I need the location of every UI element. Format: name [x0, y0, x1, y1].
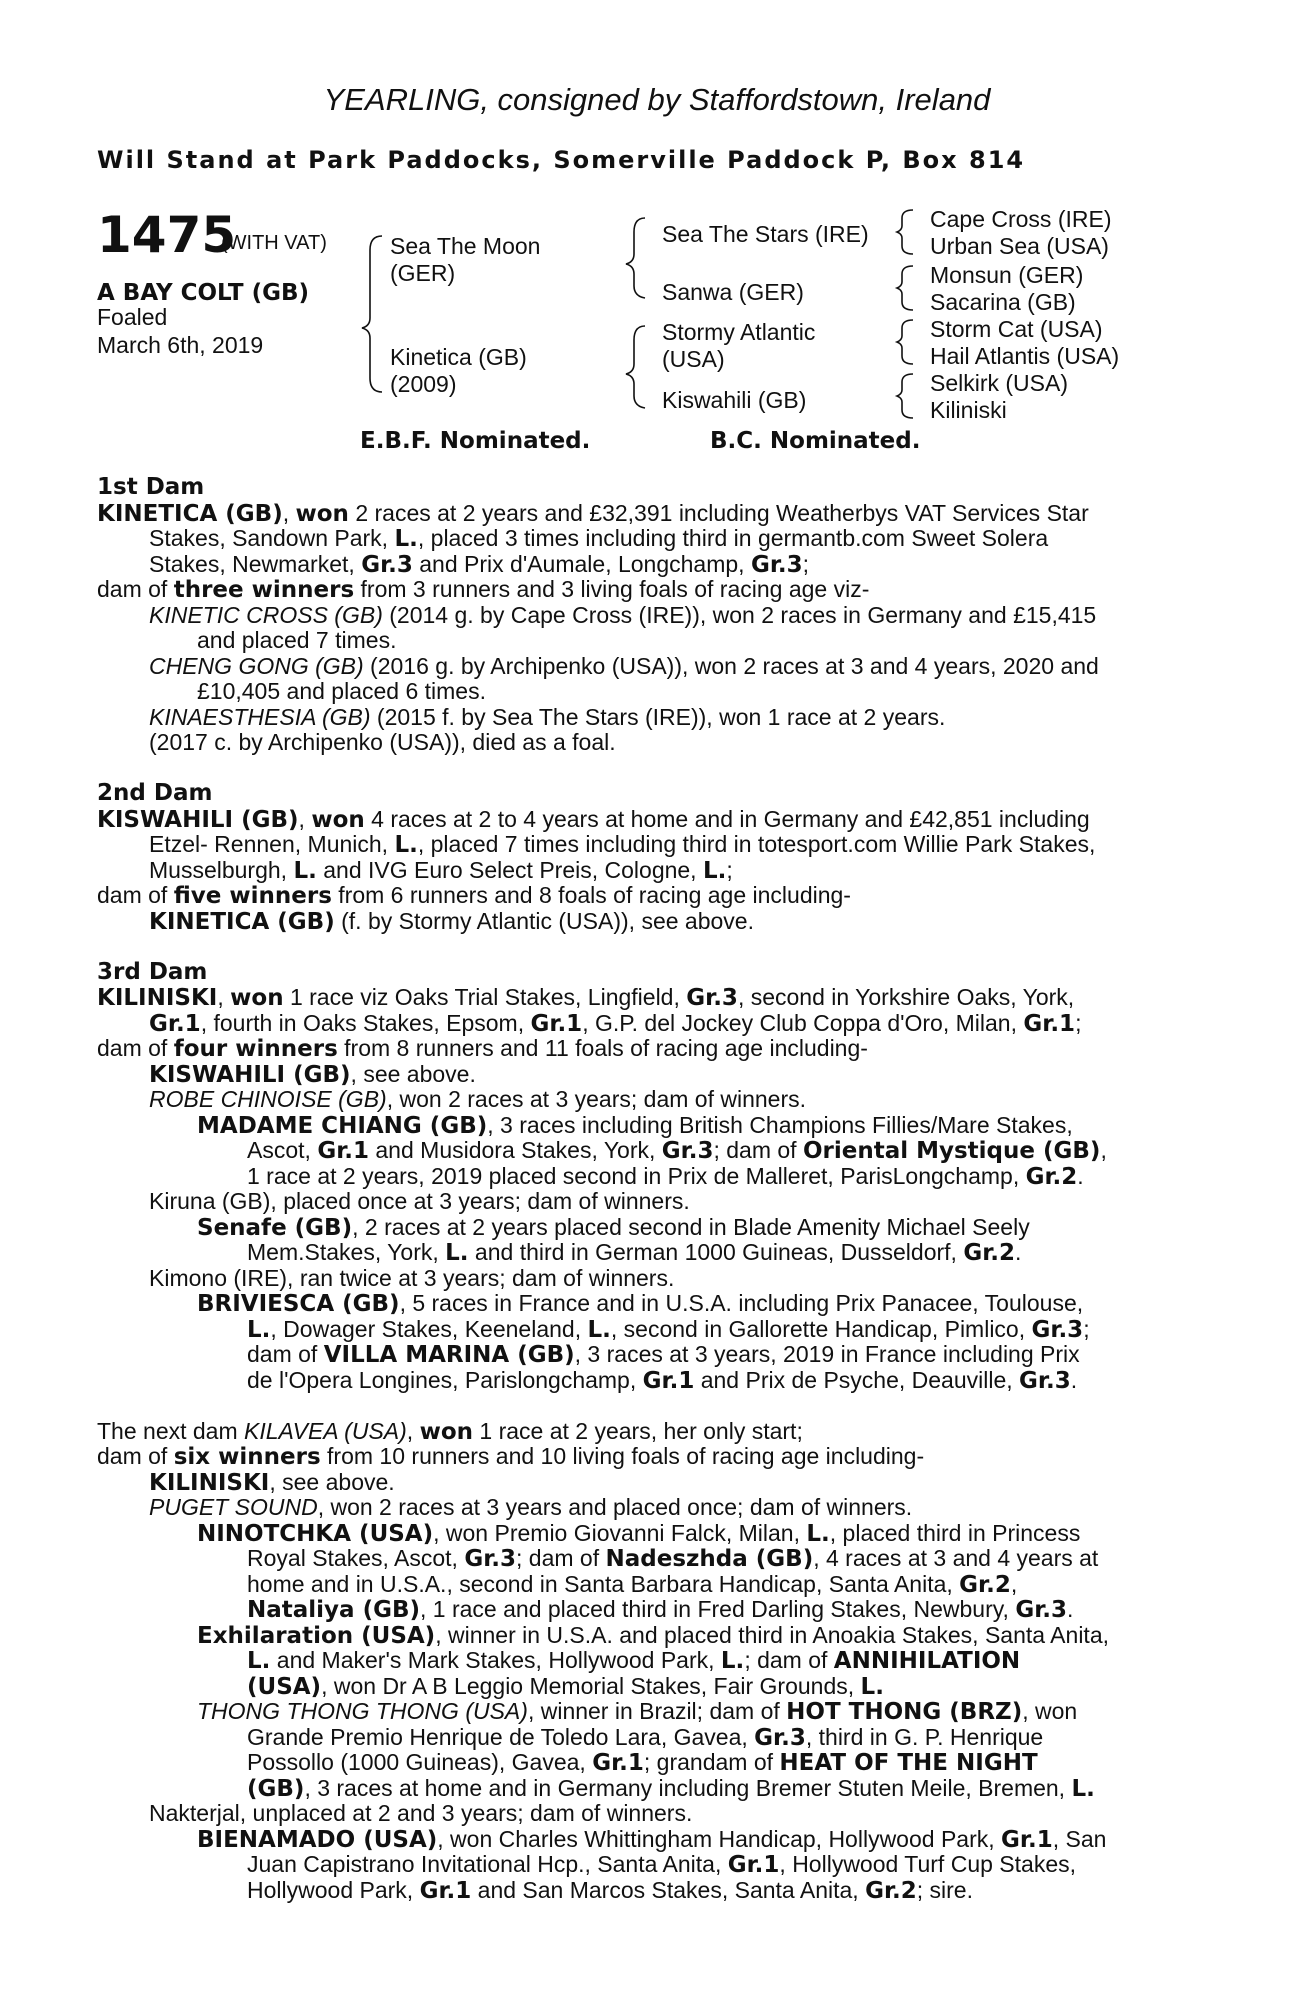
text-line: KINAESTHESIA (GB) (2015 f. by Sea The Stars (IRE)), won 1 race at 2 years.	[149, 703, 946, 730]
text-line: KISWAHILI (GB), won 4 races at 2 to 4 years at home and in Germany and £42,851 including	[97, 805, 1090, 833]
text-line: PUGET SOUND, won 2 races at 3 years and placed once; dam of winners.	[149, 1494, 913, 1520]
pedigree-dam: Kinetica (GB) (2009)	[390, 344, 527, 397]
first-dam-heading: 1st Dam	[97, 474, 205, 500]
horse-name: A BAY COLT (GB)	[97, 280, 310, 306]
pedigree-g6: Hail Atlantis (USA)	[930, 343, 1120, 369]
pedigree-g2: Urban Sea (USA)	[930, 233, 1109, 259]
text-line: Gr.1, fourth in Oaks Stakes, Epsom, Gr.1, G.P. del Jockey Club Coppa d'Oro, Milan, Gr.1;	[149, 1009, 1082, 1037]
text-line: Possollo (1000 Guineas), Gavea, Gr.1; grandam of HEAT OF THE NIGHT	[247, 1749, 1038, 1776]
pedigree-g7: Selkirk (USA)	[930, 370, 1069, 396]
text-line: BIENAMADO (USA), won Charles Whittingham Handicap, Hollywood Park, Gr.1, San	[197, 1825, 1107, 1853]
text-line: Etzel- Rennen, Munich, L., placed 7 times including third in totesport.com Willie Park Stakes,	[149, 831, 1096, 858]
text-line: dam of three winners from 3 runners and 3 living foals of racing age viz-	[97, 576, 870, 603]
text-line: Stakes, Newmarket, Gr.3 and Prix d'Aumale, Longchamp, Gr.3;	[149, 550, 810, 578]
text-line: CHENG GONG (GB) (2016 g. by Archipenko (USA)), won 2 races at 3 and 4 years, 2020 and	[149, 652, 1099, 679]
page-title: YEARLING, consigned by Staffordstown, Ireland	[323, 82, 991, 117]
text-line: KINETIC CROSS (GB) (2014 g. by Cape Cross (IRE)), won 2 races in Germany and £15,415	[149, 601, 1097, 628]
text-line: KINETICA (GB), won 2 races at 2 years and £32,391 including Weatherbys VAT Services Star	[97, 499, 1089, 527]
pedigree-dam-dam: Kiswahili (GB)	[662, 387, 807, 413]
text-line: MADAME CHIANG (GB), 3 races including British Champions Fillies/Mare Stakes,	[197, 1111, 1073, 1139]
text-line: de l'Opera Longines, Parislongchamp, Gr.1 and Prix de Psyche, Deauville, Gr.3.	[247, 1366, 1078, 1394]
text-line: dam of five winners from 6 runners and 8 foals of racing age including-	[97, 882, 851, 909]
text-line: KISWAHILI (GB), see above.	[149, 1060, 476, 1088]
text-line: KINETICA (GB) (f. by Stormy Atlantic (USA)), see above.	[149, 907, 754, 935]
pedigree-g5: Storm Cat (USA)	[930, 316, 1103, 342]
text-line: Juan Capistrano Invitational Hcp., Santa Anita, Gr.1, Hollywood Turf Cup Stakes,	[247, 1851, 1076, 1878]
bc-nominated: B.C. Nominated.	[710, 428, 921, 454]
pedigree-sire-dam: Sanwa (GER)	[662, 279, 804, 305]
ebf-nominated: E.B.F. Nominated.	[360, 428, 591, 454]
text-line: The next dam KILAVEA (USA), won 1 race at 2 years, her only start;	[97, 1417, 803, 1445]
text-line: NINOTCHKA (USA), won Premio Giovanni Falck, Milan, L., placed third in Princess	[197, 1519, 1081, 1547]
foaled-label: Foaled	[97, 304, 168, 330]
text-line: Senafe (GB), 2 races at 2 years placed second in Blade Amenity Michael Seely	[197, 1213, 1030, 1241]
text-line: Grande Premio Henrique de Toledo Lara, Gavea, Gr.3, third in G. P. Henrique	[247, 1723, 1044, 1751]
text-line: (USA), won Dr A B Leggio Memorial Stakes, Fair Grounds, L.	[247, 1672, 884, 1700]
text-line: Nataliya (GB), 1 race and placed third in Fred Darling Stakes, Newbury, Gr.3.	[247, 1596, 1074, 1623]
foaled-date: March 6th, 2019	[97, 332, 264, 358]
pedigree-g1: Cape Cross (IRE)	[930, 206, 1112, 232]
text-line: dam of four winners from 8 runners and 11 foals of racing age including-	[97, 1035, 868, 1062]
pedigree-sire: Sea The Moon (GER)	[390, 233, 541, 286]
text-line: THONG THONG THONG (USA), winner in Brazil; dam of HOT THONG (BRZ), won	[197, 1698, 1078, 1725]
third-dam-heading: 3rd Dam	[97, 958, 208, 985]
text-line: Exhilaration (USA), winner in U.S.A. and placed third in Anoakia Stakes, Santa Anita,	[197, 1621, 1109, 1649]
text-line: BRIVIESCA (GB), 5 races in France and in U.S.A. including Prix Panacee, Toulouse,	[197, 1290, 1084, 1317]
text-line: Musselburgh, L. and IVG Euro Select Preis, Cologne, L.;	[149, 856, 733, 884]
pedigree-brackets	[0, 0, 1314, 450]
text-line: and placed 7 times.	[197, 627, 397, 653]
text-line: L., Dowager Stakes, Keeneland, L., second in Gallorette Handicap, Pimlico, Gr.3;	[247, 1315, 1090, 1343]
text-line: KILINISKI, see above.	[149, 1468, 395, 1496]
text-line: Royal Stakes, Ascot, Gr.3; dam of Nadeszhda (GB), 4 races at 3 and 4 years at	[247, 1545, 1099, 1572]
text-line: home and in U.S.A., second in Santa Barbara Handicap, Santa Anita, Gr.2,	[247, 1570, 1018, 1598]
pedigree-g4: Sacarina (GB)	[930, 289, 1076, 315]
text-line: Stakes, Sandown Park, L., placed 3 times including third in germantb.com Sweet Solera	[149, 525, 1049, 552]
vat-note: (WITH VAT)	[221, 232, 327, 254]
pedigree-sire-sire: Sea The Stars (IRE)	[662, 221, 869, 247]
text-line: KILINISKI, won 1 race viz Oaks Trial Stakes, Lingfield, Gr.3, second in Yorkshire Oaks, York,	[97, 984, 1075, 1011]
text-line: Nakterjal, unplaced at 2 and 3 years; dam of winners.	[149, 1800, 693, 1826]
second-dam-heading: 2nd Dam	[97, 780, 213, 806]
text-line: ROBE CHINOISE (GB), won 2 races at 3 years; dam of winners.	[149, 1086, 807, 1112]
text-line: dam of six winners from 10 runners and 10 living foals of racing age including-	[97, 1443, 925, 1470]
pedigree-dam-sire: Stormy Atlantic (USA)	[662, 319, 816, 372]
text-line: Kimono (IRE), ran twice at 3 years; dam of winners.	[149, 1264, 675, 1291]
pedigree-g8: Kiliniski	[930, 397, 1007, 423]
text-line: (2017 c. by Archipenko (USA)), died as a foal.	[149, 729, 616, 755]
text-line: £10,405 and placed 6 times.	[197, 678, 486, 704]
text-line: dam of VILLA MARINA (GB), 3 races at 3 years, 2019 in France including Prix	[247, 1341, 1080, 1368]
text-line: Hollywood Park, Gr.1 and San Marcos Stakes, Santa Anita, Gr.2; sire.	[247, 1876, 973, 1904]
lot-number: 1475	[97, 206, 237, 264]
text-line: (GB), 3 races at home and in Germany including Bremer Stuten Meile, Bremen, L.	[247, 1774, 1095, 1802]
text-line: Kiruna (GB), placed once at 3 years; dam of winners.	[149, 1188, 690, 1214]
stand-location: Will Stand at Park Paddocks, Somerville Paddock P, Box 814	[97, 146, 1026, 174]
text-line: Mem.Stakes, York, L. and third in German 1000 Guineas, Dusseldorf, Gr.2.	[247, 1239, 1022, 1266]
text-line: 1 race at 2 years, 2019 placed second in Prix de Malleret, ParisLongchamp, Gr.2.	[247, 1162, 1084, 1190]
text-line: Ascot, Gr.1 and Musidora Stakes, York, Gr.3; dam of Oriental Mystique (GB),	[247, 1137, 1107, 1164]
text-line: L. and Maker's Mark Stakes, Hollywood Park, L.; dam of ANNIHILATION	[247, 1647, 1021, 1674]
pedigree-g3: Monsun (GER)	[930, 262, 1084, 288]
catalogue-body	[97, 475, 1197, 1903]
